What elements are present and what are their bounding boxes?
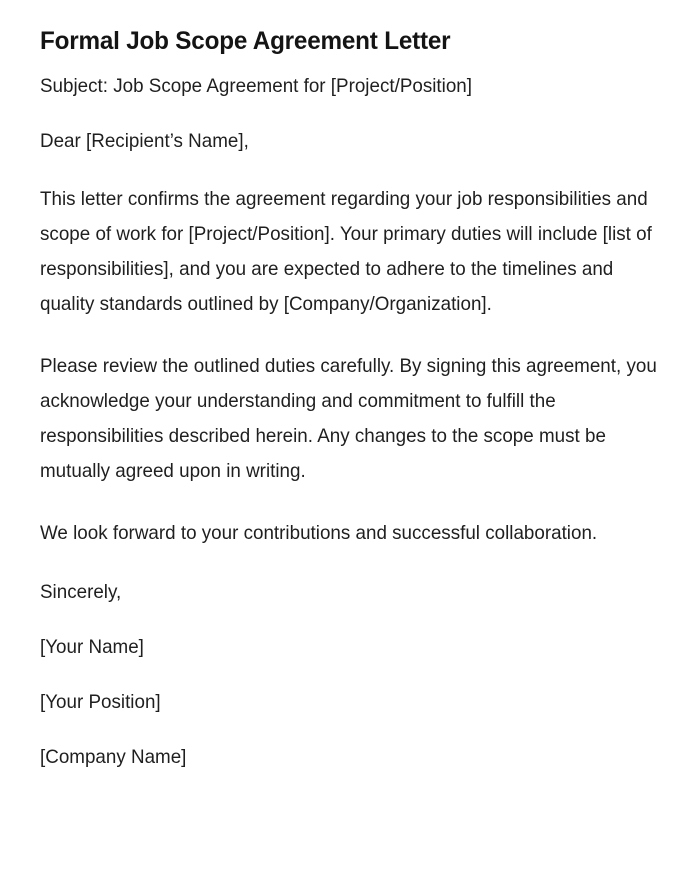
signature-name: [Your Name]	[40, 636, 144, 658]
signature-block	[40, 633, 660, 771]
salutation-line: Dear [Recipient’s Name],	[40, 130, 249, 152]
body-paragraph-1: This letter confirms the agreement regarding your job responsibilities and scope of work for [Project/Position]. Your primary duties will include [list of responsibilities], and you are expected to adhere to the timelines and quality standards outlined by [Company/Organization].	[40, 188, 652, 315]
closing-salutation: Sincerely,	[40, 581, 122, 603]
body-paragraph-2: Please review the outlined duties carefully. By signing this agreement, you acknowledge your understanding and commitment to fulfill the responsibilities described herein. Any changes to the scope must be mutually agreed upon in writing.	[40, 355, 657, 482]
page-title: Formal Job Scope Agreement Letter	[40, 27, 451, 55]
signature-position: [Your Position]	[40, 691, 161, 713]
signature-company: [Company Name]	[40, 746, 187, 768]
body-paragraph-3: We look forward to your contributions and successful collaboration.	[40, 522, 598, 544]
subject-line: Subject: Job Scope Agreement for [Project/Position]	[40, 75, 473, 97]
